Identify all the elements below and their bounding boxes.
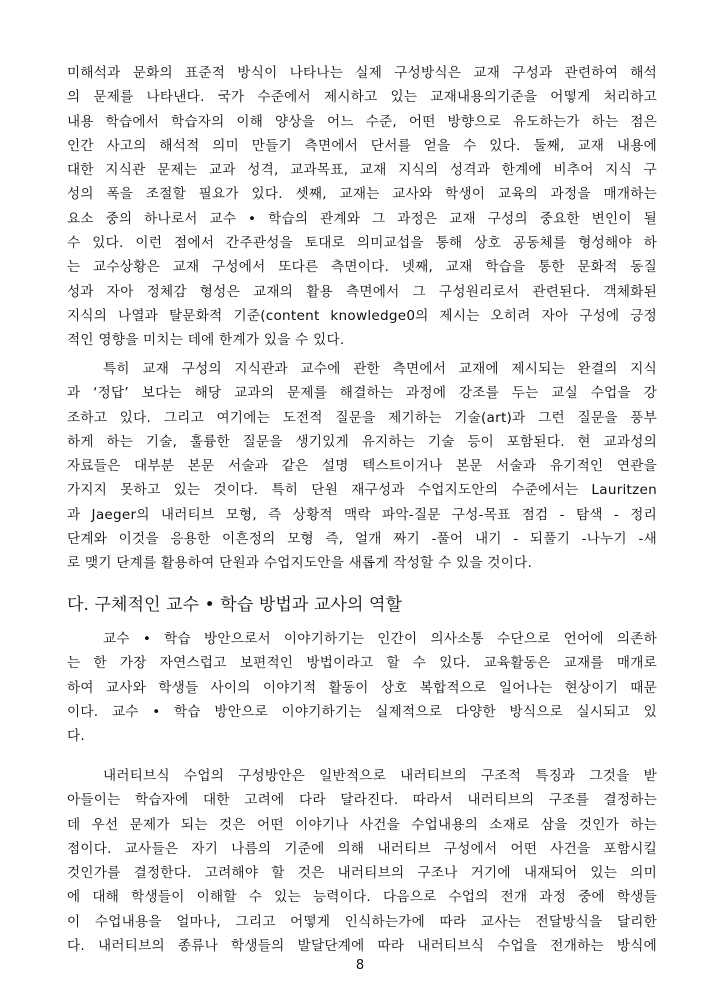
text-line: 단계와 이것을 응용한 이흔정의 모형 즉, 얼개 짜기 -풀어 내기 - 되풀기 -나누기 -새: [67, 531, 657, 548]
text-line: 내러티브식 수업의 구성방안은 일반적으로 내러티브의 구조적 특징과 그것을 받: [103, 768, 657, 784]
text-line: 로 맺기 단계를 활용하여 단원과 수업지도안을 새롭게 작성할 수 있을 것이다.: [67, 555, 533, 572]
text-line: 점이다. 교사들은 자기 나름의 기준에 의해 내러티브 구성에서 어떤 사건을 포함시킬: [67, 840, 657, 857]
page-number: 8: [355, 958, 365, 973]
paragraph-2: [67, 357, 657, 576]
text-line: 아들이는 학습자에 대한 고려에 다라 달라진다. 따라서 내러티브의 구조를 결정하는: [67, 792, 657, 809]
text-line: 하게 하는 기술, 훌륭한 질문을 생기있게 유지하는 기술 등이 포함된다. 현 교과성의: [67, 433, 657, 450]
text-line: 는 교수상황은 교재 구성에서 또다른 측면이다. 넷째, 교재 학습을 통한 문화적 동질: [67, 259, 657, 276]
text-line: 인간 사고의 해석적 의미 만들기 측면에서 단서를 얻을 수 있다. 둘째, 교재 내용에: [67, 137, 657, 154]
text-line: 의 문제를 나타낸다. 국가 수준에서 제시하고 있는 교재내용의기준을 어떻게 처리하고: [67, 89, 657, 106]
text-line: 이 수업내용을 얼마나, 그리고 어떻게 인식하는가에 따라 교사는 전달방식을 달리한: [67, 913, 657, 930]
text-line: 에 대해 학생들이 이해할 수 있는 능력이다. 다음으로 수업의 전개 과정 중에 학생들: [67, 889, 657, 906]
text-line: 다.: [67, 728, 85, 745]
text-line: 수 있다. 이런 점에서 간주관성을 토대로 의미교섭을 통해 상호 공동체를 형성해야 하: [67, 235, 657, 252]
text-line: 특히 교재 구성의 지식관과 교수에 관한 측면에서 교재에 제시되는 완결의 지식: [103, 361, 657, 377]
text-line: 이다. 교수 • 학습 방안으로 이야기하기는 실제적으로 다양한 방식으로 실시되고 있: [67, 703, 657, 720]
text-line: 대한 지식관 문제는 교과 성격, 교과목표, 교재 지식의 성격과 한계에 비추어 지식 구: [67, 162, 657, 179]
paragraph-1: [67, 61, 657, 353]
paragraph-4: [67, 764, 657, 958]
text-line: 과 Jaeger의 내러티브 모형, 즉 상황적 맥락 파악-질문 구성-목표 점검 - 탐색 - 정리: [67, 506, 657, 523]
text-line: 조하고 있다. 그리고 여기에는 도전적 질문을 제기하는 기술(art)과 그런 질문을 풍부: [67, 409, 657, 426]
text-line: 내용 학습에서 학습자의 이해 양상을 어느 수준, 어떤 방향으로 유도하는가 하는 점은: [67, 113, 657, 130]
text-line: 다. 내러티브의 종류나 학생들의 발달단계에 따라 내러티브식 수업을 전개하는 방식에: [67, 938, 657, 955]
text-line: 성의 폭을 조절할 필요가 있다. 셋째, 교재는 교사와 학생이 교육의 과정을 매개하는: [67, 186, 657, 203]
text-line: 자료들은 대부분 본문 서술과 같은 설명 텍스트이거나 본문 서술과 유기적인 연관을: [67, 458, 657, 475]
text-line: 미해석과 문화의 표준적 방식이 나타나는 실제 구성방식은 교재 구성과 관련하여 해석: [67, 65, 657, 81]
text-line: 교수 • 학습 방안으로서 이야기하기는 인간이 의사소통 수단으로 언어에 의존하: [103, 631, 657, 647]
text-line: 지식의 나열과 탈문화적 기준(content knowledge0의 제시는 오히려 자아 구성에 긍정: [67, 307, 657, 324]
text-line: 가지지 못하고 있는 것이다. 특히 단원 재구성과 수업지도안의 수준에서는 Lauritzen: [67, 482, 657, 499]
text-line: 것인가를 결정한다. 고려해야 할 것은 내러티브의 구조나 거기에 내재되어 있는 의미: [67, 865, 657, 882]
text-line: 는 한 가장 자연스럽고 보편적인 방법이라고 할 수 있다. 교육활동은 교재를 매개로: [67, 655, 657, 672]
paragraph-3: [67, 627, 657, 748]
text-line: 적인 영향을 미치는 데에 한계가 있을 수 있다.: [67, 332, 345, 349]
text-line: 요소 중의 하나로서 교수 • 학습의 관계와 그 과정은 교재 구성의 중요한 변인이 될: [67, 210, 657, 227]
text-line: 과 ‘정답’ 보다는 해당 교과의 문제를 해결하는 과정에 강조를 두는 교실 수업을 강: [67, 385, 657, 402]
text-line: 성과 자아 정체감 형성은 교재의 활용 측면에서 그 구성원리로서 관련된다. 객체화된: [67, 283, 657, 300]
text-line: 하여 교사와 학생들 사이의 이야기적 활동이 상호 복합적으로 일어나는 현상이기 때문: [67, 679, 657, 696]
text-line: 데 우선 문제가 되는 것은 어떤 이야기나 사건을 수업내용의 소재로 삼을 것인가 하는: [67, 816, 657, 833]
section-heading: 다. 구체적인 교수 • 학습 방법과 교사의 역할: [67, 595, 403, 615]
